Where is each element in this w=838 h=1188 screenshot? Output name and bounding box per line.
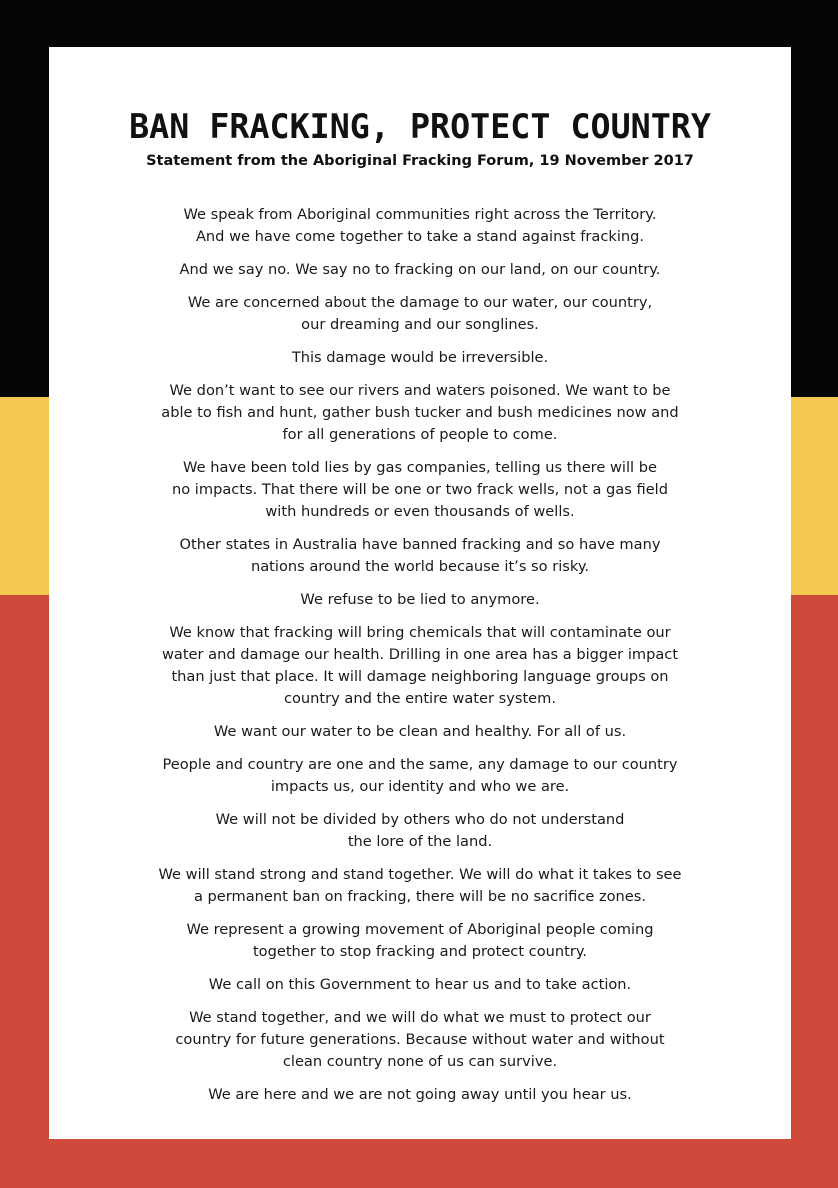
paragraph-line: country for future generations. Because without water and without [175,1031,665,1048]
statement-paragraph [89,919,751,963]
paragraph-line: with hundreds or even thousands of wells. [265,503,575,520]
paragraph-line: We will stand strong and stand together. We will do what it takes to see [158,866,682,883]
statement-paragraph [89,864,751,908]
paragraph-line: Other states in Australia have banned fracking and so have many [179,536,661,553]
page-subtitle: Statement from the Aboriginal Fracking Forum, 19 November 2017 [146,153,694,169]
paragraph-line: We have been told lies by gas companies, telling us there will be [183,459,657,476]
paragraph-line: water and damage our health. Drilling in one area has a bigger impact [161,646,679,663]
paragraph-line: nations around the world because it’s so risky. [250,558,590,575]
paragraph-line: We want our water to be clean and healthy. For all of us. [213,723,627,740]
paragraph-line: for all generations of people to come. [282,426,558,443]
paragraph-line: than just that place. It will damage neighboring language groups on [171,668,669,685]
statement-paragraph [89,589,751,611]
statement-body [89,204,751,1117]
statement-paragraph [89,534,751,578]
statement-paragraph [89,721,751,743]
paragraph-line: our dreaming and our songlines. [301,316,539,333]
paragraph-line: We call on this Government to hear us and to take action. [208,976,632,993]
paragraph-line: We are concerned about the damage to our water, our country, [187,294,653,311]
page-title: BAN FRACKING, PROTECT COUNTRY [129,107,711,147]
paragraph-line: country and the entire water system. [283,690,557,707]
statement-paragraph [89,347,751,369]
paragraph-line: We represent a growing movement of Aboriginal people coming [186,921,654,938]
paragraph-line: We know that fracking will bring chemicals that will contaminate our [169,624,671,641]
statement-paragraph [89,292,751,336]
paragraph-line: clean country none of us can survive. [282,1053,558,1070]
paragraph-line: We speak from Aboriginal communities right across the Territory. [183,206,657,223]
paragraph-line: the lore of the land. [347,833,493,850]
statement-paragraph [89,622,751,710]
statement-paragraph [89,380,751,446]
statement-card [49,47,791,1139]
paragraph-line: together to stop fracking and protect country. [252,943,588,960]
statement-paragraph [89,809,751,853]
paragraph-line: able to fish and hunt, gather bush tucker and bush medicines now and [161,404,679,421]
paragraph-line: This damage would be irreversible. [291,349,549,366]
paragraph-line: And we say no. We say no to fracking on our land, on our country. [179,261,661,278]
statement-paragraph [89,457,751,523]
paragraph-line: We stand together, and we will do what we must to protect our [189,1009,651,1026]
statement-paragraph [89,974,751,996]
paragraph-line: a permanent ban on fracking, there will be no sacrifice zones. [193,888,647,905]
paragraph-line: impacts us, our identity and who we are. [270,778,570,795]
statement-paragraph [89,754,751,798]
statement-paragraph [89,259,751,281]
paragraph-line: We don’t want to see our rivers and waters poisoned. We want to be [169,382,671,399]
paragraph-line: We refuse to be lied to anymore. [300,591,540,608]
statement-paragraph [89,1084,751,1106]
statement-paragraph [89,1007,751,1073]
paragraph-line: no impacts. That there will be one or two frack wells, not a gas field [171,481,668,498]
statement-paragraph [89,204,751,248]
paragraph-line: People and country are one and the same, any damage to our country [162,756,678,773]
paragraph-line: We will not be divided by others who do not understand [215,811,625,828]
paragraph-line: We are here and we are not going away until you hear us. [208,1086,632,1103]
paragraph-line: And we have come together to take a stand against fracking. [195,228,645,245]
